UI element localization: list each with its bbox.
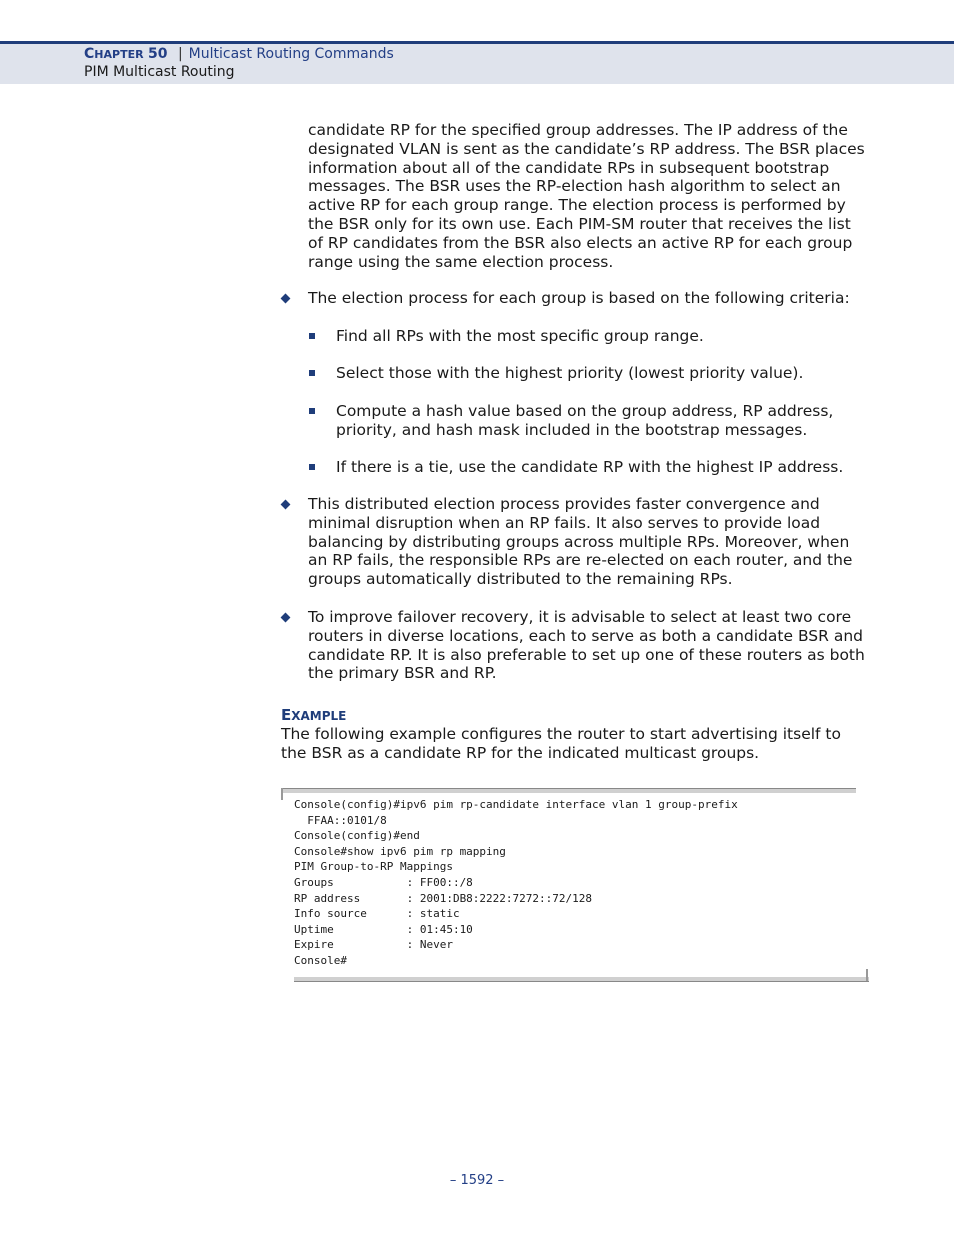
code-box-corner <box>281 788 283 800</box>
text-line: the primary BSR and RP. <box>308 664 497 683</box>
section-title: PIM Multicast Routing <box>84 64 235 80</box>
header-separator: | <box>177 46 183 62</box>
square-bullet-icon <box>309 408 315 414</box>
diamond-bullet-icon <box>281 294 291 304</box>
intro-paragraph <box>308 121 865 271</box>
text-line: of RP candidates from the BSR also elects an active RP for each group <box>308 233 853 252</box>
diamond-bullet-icon <box>281 613 291 623</box>
example-heading <box>281 706 346 724</box>
text-line: balancing by distributing groups across multiple RPs. Moreover, when <box>308 532 850 551</box>
chapter-title <box>84 46 394 62</box>
example-description <box>281 725 841 763</box>
text-line: groups automatically distributed to the remaining RPs. <box>308 570 733 589</box>
example-heading-initial: E <box>281 706 292 724</box>
bullet-failover <box>308 608 865 683</box>
text-line: To improve failover recovery, it is advisable to select at least two core <box>308 608 852 626</box>
square-bullet-icon <box>309 333 315 339</box>
example-heading-rest: XAMPLE <box>291 709 347 723</box>
code-sample: Console(config)#ipv6 pim rp-candidate interface vlan 1 group-prefix FFAA::0101/8 Console(config)#end Console#show ipv6 pim rp mapping PIM Group-to-RP Mappings Groups : FF00::/8 RP address : 2001:DB8:2222:7272::72/128 Info source : static Uptime : 01:45:10 Expire : Never Console# <box>294 798 738 967</box>
chapter-label-rest: HAPTER <box>94 48 144 61</box>
chapter-label-initial: C <box>84 46 95 62</box>
text-line: This distributed election process provides faster convergence and <box>308 495 820 513</box>
square-bullet-icon <box>309 370 315 376</box>
text-line: candidate RP. It is also preferable to set up one of these routers as both <box>308 645 865 664</box>
criteria-item-1: Find all RPs with the most specific group range. <box>336 327 704 345</box>
text-line: the BSR as a candidate RP for the indicated multicast groups. <box>281 743 760 762</box>
code-box-corner <box>866 969 868 981</box>
text-line: messages. The BSR uses the RP-election hash algorithm to select an <box>308 177 841 196</box>
code-box-bottom-rule <box>294 977 869 982</box>
text-line: priority, and hash mask included in the bootstrap messages. <box>336 420 808 439</box>
text-line: the BSR only for its own use. Each PIM-SM router that receives the list <box>308 214 851 233</box>
text-line: candidate RP for the specified group addresses. The IP address of the <box>308 121 848 139</box>
text-line: designated VLAN is sent as the candidate’s RP address. The BSR places <box>308 139 865 158</box>
criteria-item-2: Select those with the highest priority (lowest priority value). <box>336 364 804 382</box>
criteria-item-4: If there is a tie, use the candidate RP with the highest IP address. <box>336 458 844 476</box>
text-line: an RP fails, the responsible RPs are re-elected on each router, and the <box>308 551 853 570</box>
bullet-distributed <box>308 495 852 589</box>
diamond-bullet-icon <box>281 500 291 510</box>
criteria-item-3 <box>336 402 833 440</box>
text-line: range using the same election process. <box>308 252 614 271</box>
chapter-number: 50 <box>148 46 168 62</box>
text-line: information about all of the candidate RPs in subsequent bootstrap <box>308 158 830 177</box>
code-box-top-rule <box>281 788 856 793</box>
text-line: routers in diverse locations, each to serve as both a candidate BSR and <box>308 626 863 645</box>
page-number: – 1592 – <box>449 1173 505 1188</box>
text-line: active RP for each group range. The election process is performed by <box>308 196 846 215</box>
text-line: The following example configures the router to start advertising itself to <box>281 725 841 743</box>
chapter-name: Multicast Routing Commands <box>188 46 394 62</box>
text-line: Compute a hash value based on the group address, RP address, <box>336 402 834 420</box>
bullet-criteria: The election process for each group is based on the following criteria: <box>308 289 850 307</box>
text-line: minimal disruption when an RP fails. It also serves to provide load <box>308 513 821 532</box>
square-bullet-icon <box>309 464 315 470</box>
